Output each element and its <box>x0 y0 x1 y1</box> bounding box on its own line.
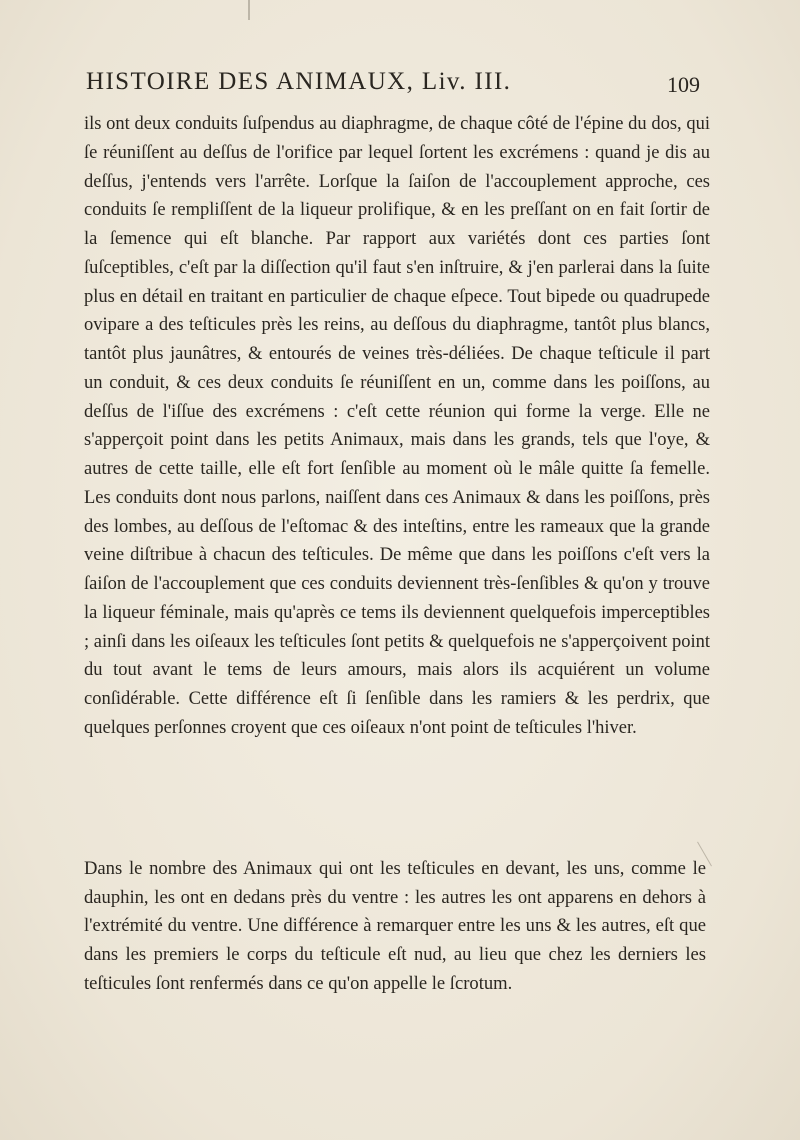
running-title: HISTOIRE DES ANIMAUX, Liv. III. <box>86 68 512 95</box>
margin-mark <box>248 0 250 20</box>
paragraph-2: Dans le nombre des Animaux qui ont les teſticules en devant, les uns, comme le dauphin, les ont en dedans près du ventre : les autres les ont apparens en dehors à l'extrémité du ventre. Une différence à remarquer entre les uns & les autres, eſt que dans les premiers le corps du teſticule eſt nud, au lieu que chez les derniers les teſticules ſont renfermés dans ce qu'on appelle le ſcrotum. <box>84 858 706 994</box>
page-header <box>86 68 700 108</box>
paragraph-1: ils ont deux conduits ſuſpendus au diaphragme, de chaque côté de l'épine du dos, qui ſe réuniſſent au deſſus de l'orifice par lequel ſortent les excrémens : quand je dis au deſſus, j'entends vers l'arrête. Lorſque la ſaiſon de l'accouplement approche, ces conduits ſe rempliſſent de la liqueur prolifique, & en les preſſant on en fait ſortir de la ſemence qui eſt blanche. Par rapport aux variétés dont ces parties ſont ſuſceptibles, c'eſt par la diſſection qu'il faut s'en inſtruire, & j'en parlerai dans la ſuite plus en détail en traitant en particulier de chaque eſpece. Tout bipede ou quadrupede ovipare a des teſticules près les reins, au deſſous du diaphragme, tantôt plus blancs, tantôt plus jaunâtres, & entourés de veines très-déliées. De chaque teſticule il part un conduit, & ces deux conduits ſe réuniſſent en un, comme dans les poiſſons, au deſſus de l'iſſue des excrémens : c'eſt cette réunion qui forme la verge. Elle ne s'apperçoit point dans les petits Animaux, mais dans les grands, tels que l'oye, & autres de cette taille, elle eſt fort ſenſible au moment où le mâle quitte ſa femelle. Les conduits dont nous parlons, naiſſent dans ces Animaux & dans les poiſſons, près des lombes, au deſſous de l'eſtomac & des inteſtins, entre les rameaux que la grande veine diſtribue à chacun des teſticules. De même que dans les poiſſons c'eſt vers la ſaiſon de l'accouplement que ces conduits deviennent très-ſenſibles & qu'on y trouve la liqueur féminale, mais qu'après ce tems ils deviennent quelquefois imperceptibles ; ainſi dans les oiſeaux les teſticules ſont petits & quelquefois ne s'apperçoivent point du tout avant le tems de leurs amours, mais alors ils acquiérent un volume conſidérable. Cette différence eſt ſi ſenſible dans les ramiers & les perdrix, que quelques perſonnes croyent que ces oiſeaux n'ont point de teſticules l'hiver. <box>84 114 710 738</box>
page-number: 109 <box>667 72 700 97</box>
